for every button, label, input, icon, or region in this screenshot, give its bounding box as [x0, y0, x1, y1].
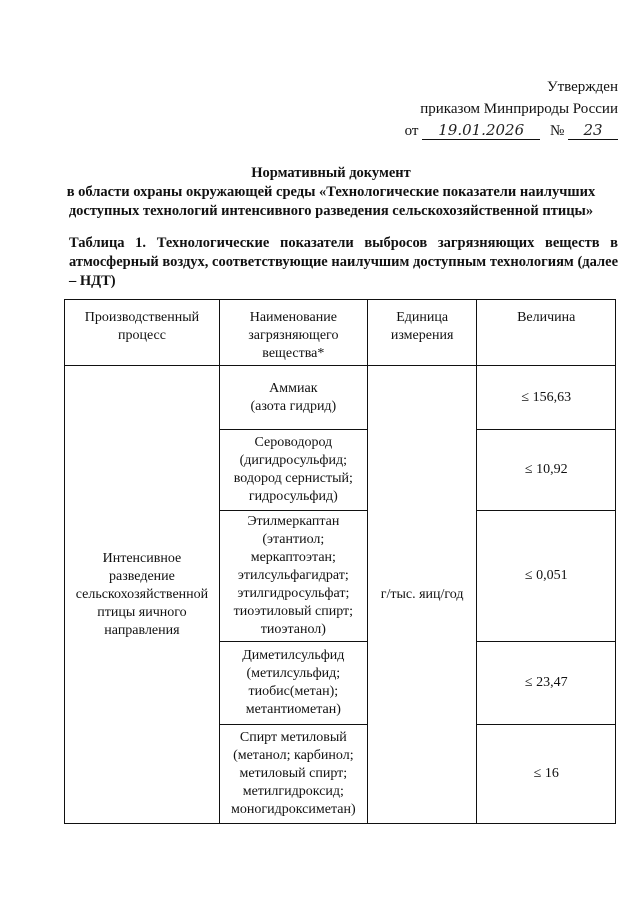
header-process: Производственный процесс	[65, 300, 220, 366]
substance-cell: Спирт метиловый (метанол; карбинол; метиловый спирт; метилгидроксид; моногидроксиметан)	[219, 725, 367, 824]
value-cell: ≤ 16	[477, 725, 616, 824]
approval-date: 19.01.2026	[438, 121, 525, 139]
value-cell: ≤ 10,92	[477, 430, 616, 511]
document-title	[40, 164, 622, 221]
number-prefix: №	[549, 123, 565, 139]
table-row	[65, 366, 616, 430]
header-unit: Единица измерения	[367, 300, 477, 366]
value-cell: ≤ 23,47	[477, 642, 616, 725]
header-value: Величина	[477, 300, 616, 366]
table-header-row	[65, 300, 616, 366]
date-prefix: от	[404, 123, 419, 139]
approval-line-1: Утвержден	[546, 79, 618, 95]
process-cell: Интенсивное разведение сельскохозяйственной птицы яичного направления	[65, 366, 220, 824]
unit-cell: г/тыс. яиц/год	[367, 366, 477, 824]
table-caption: Таблица 1. Технологические показатели выбросов загрязняющих веществ в атмосферный воздух, соответствующие наилучшим доступным технологиям (далее – НДТ)	[69, 235, 618, 289]
title-line-2: в области охраны окружающей среды «Технологические показатели наилучших доступных технологий интенсивного разведения сельскохозяйственной птицы»	[66, 184, 596, 219]
substance-cell: Сероводород (дигидросульфид; водород сернистый; гидросульфид)	[219, 430, 367, 511]
value-cell: ≤ 0,051	[477, 511, 616, 642]
header-substance: Наименование загрязняющего вещества*	[219, 300, 367, 366]
date-underline	[422, 122, 540, 140]
substance-cell: Этилмеркаптан (этантиол; меркаптоэтан; этилсульфагидрат; этилгидросульфат; тиоэтиловый спирт; тиоэтанол)	[219, 511, 367, 642]
substance-cell: Аммиак (азота гидрид)	[219, 366, 367, 430]
title-line-1: Нормативный документ	[251, 165, 411, 181]
approval-line-2: приказом Минприроды России	[420, 101, 618, 117]
approval-block	[405, 76, 618, 142]
value-cell: ≤ 156,63	[477, 366, 616, 430]
approval-date-line	[405, 120, 618, 142]
approval-number: 23	[583, 121, 603, 139]
substance-cell: Диметилсульфид (метилсульфид; тиобис(метан); метантиометан)	[219, 642, 367, 725]
number-underline	[568, 122, 618, 140]
ndt-table	[64, 299, 616, 824]
